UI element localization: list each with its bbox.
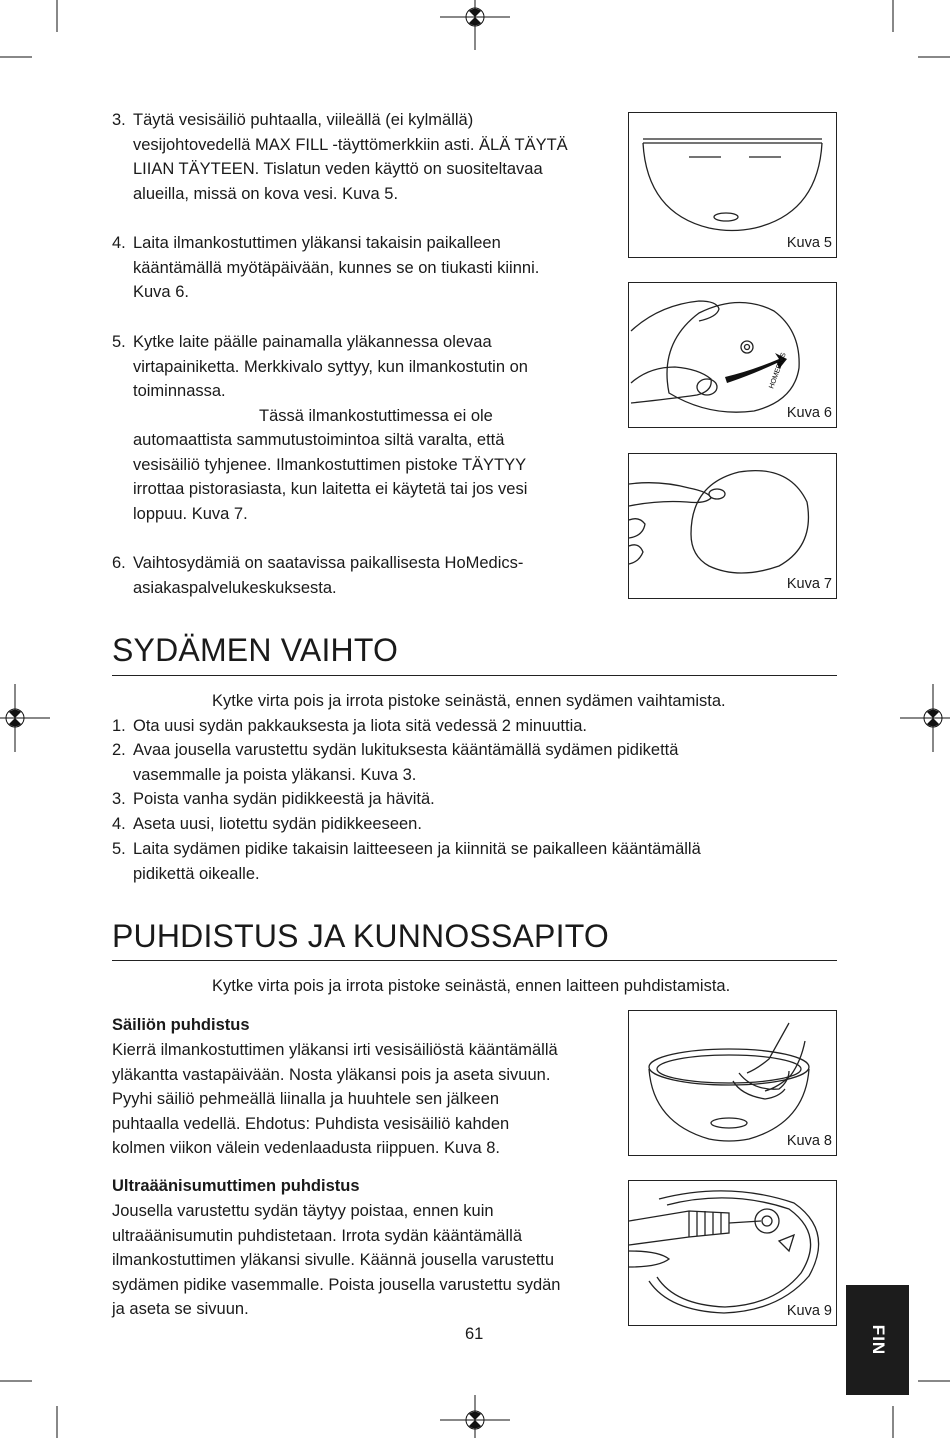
page-number: 61 <box>465 1325 484 1343</box>
figure-kuva-5 <box>628 112 837 258</box>
section-divider <box>112 960 837 961</box>
text-line: Kierrä ilmankostuttimen yläkansi irti vesisäiliöstä kääntämällä <box>112 1041 558 1059</box>
figure-kuva-6 <box>628 282 837 428</box>
core-step-4 <box>112 812 832 837</box>
figure-caption: Kuva 7 <box>786 576 832 592</box>
step-5 <box>112 330 612 530</box>
nebulizer-cleaning-heading: Ultraäänisumuttimen puhdistus <box>112 1177 360 1195</box>
text-line: Jousella varustettu sydän täytyy poistaa, ennen kuin <box>112 1202 494 1220</box>
step-line: irrottaa pistorasiasta, kun laitetta ei käytetä tai jos vesi <box>133 480 528 498</box>
core-step-2 <box>112 738 832 788</box>
step-number: 3. <box>112 790 126 808</box>
figure-caption: Kuva 5 <box>786 235 832 251</box>
step-line: Laita ilmankostuttimen yläkansi takaisin paikalleen <box>133 234 501 252</box>
step-line: Kuva 6. <box>133 283 189 301</box>
text-line: ja aseta se sivuun. <box>112 1300 249 1318</box>
text-line: yläkantta vastapäivään. Nosta yläkansi pois ja aseta sivuun. <box>112 1065 551 1084</box>
step-line: vesijohtovedellä MAX FILL -täyttömerkkiin asti. ÄLÄ TÄYTÄ <box>133 135 568 154</box>
nebulizer-cleaning-text <box>112 1199 617 1322</box>
step-line: Poista vanha sydän pidikkeestä ja hävitä. <box>133 790 435 808</box>
step-line: asiakaspalvelukeskuksesta. <box>133 578 337 597</box>
step-line: alueilla, missä on kova vesi. Kuva 5. <box>133 184 399 203</box>
figure-caption: Kuva 6 <box>786 405 832 421</box>
step-line: vasemmalle ja poista yläkansi. Kuva 3. <box>133 765 417 784</box>
step-number: 3. <box>112 111 126 129</box>
step-line: automaattista sammutustoimintoa siltä varalta, että <box>133 431 505 449</box>
language-tab <box>846 1285 909 1395</box>
core-step-3 <box>112 787 832 812</box>
step-number: 4. <box>112 815 126 833</box>
section-divider <box>112 675 837 676</box>
step-3 <box>112 108 612 208</box>
step-number: 2. <box>112 741 126 759</box>
step-line: Aseta uusi, liotettu sydän pidikkeeseen. <box>133 815 422 833</box>
step-line: Ota uusi sydän pakkauksesta ja liota sitä vedessä 2 minuuttia. <box>133 717 587 735</box>
figure-kuva-8 <box>628 1010 837 1156</box>
step-line: Vaihtosydämiä on saatavissa paikallisesta HoMedics- <box>133 554 524 572</box>
step-number: 6. <box>112 554 126 572</box>
language-tab-label: FIN <box>868 1324 888 1356</box>
step-line: LIIAN TÄYTEEN. Tislatun veden käyttö on suositeltavaa <box>133 160 543 178</box>
brand-label: HOMEDICS <box>768 351 788 390</box>
figure-caption: Kuva 9 <box>786 1303 832 1319</box>
figure-kuva-7 <box>628 453 837 599</box>
step-line: kääntämällä myötäpäivään, kunnes se on tiukasti kiinni. <box>133 258 540 277</box>
warning-cleaning: Kytke virta pois ja irrota pistoke seinästä, ennen laitteen puhdistamista. <box>212 977 731 995</box>
step-number: 4. <box>112 234 126 252</box>
text-line: kolmen viikon välein vedenlaadusta riippuen. Kuva 8. <box>112 1139 500 1157</box>
text-line: puhtaalla vedellä. Ehdotus: Puhdista vesisäiliö kahden <box>112 1114 510 1133</box>
figure-caption: Kuva 8 <box>786 1133 832 1149</box>
step-number: 5. <box>112 840 126 858</box>
step-line: Avaa jousella varustettu sydän lukituksesta kääntämällä sydämen pidikettä <box>133 741 679 759</box>
step-line: Laita sydämen pidike takaisin laitteeseen ja kiinnitä se paikalleen kääntämällä <box>133 840 701 858</box>
text-line: ilmankostuttimen yläkansi sivulle. Käännä jousella varustettu <box>112 1251 555 1269</box>
step-line: toiminnassa. <box>133 382 226 400</box>
core-step-5 <box>112 837 832 887</box>
step-number: 1. <box>112 717 126 735</box>
text-line: sydämen pidike vasemmalle. Poista jousella varustettu sydän <box>112 1275 561 1294</box>
step-line: Täytä vesisäiliö puhtaalla, viileällä (ei kylmällä) <box>133 111 474 129</box>
step-line: loppuu. Kuva 7. <box>133 504 248 523</box>
step-6 <box>112 551 612 601</box>
core-step-1 <box>112 714 832 739</box>
text-line: ultraäänisumutin puhdistetaan. Irrota sydän kääntämällä <box>112 1226 522 1245</box>
figure-kuva-9 <box>628 1180 837 1326</box>
section-title-cleaning: PUHDISTUS JA KUNNOSSAPITO <box>112 918 609 954</box>
tank-cleaning-text <box>112 1038 617 1161</box>
section-title-core: SYDÄMEN VAIHTO <box>112 632 399 668</box>
text-line: Pyyhi säiliö pehmeällä liinalla ja huuhtele sen jälkeen <box>112 1090 500 1108</box>
step-number: 5. <box>112 333 126 351</box>
step-line: Tässä ilmankostuttimessa ei ole <box>259 406 493 425</box>
step-line: vesisäiliö tyhjenee. Ilmankostuttimen pistoke TÄYTYY <box>133 455 527 474</box>
step-line: Kytke laite päälle painamalla yläkannessa olevaa <box>133 333 492 351</box>
step-line: virtapainiketta. Merkkivalo syttyy, kun ilmankostutin on <box>133 357 528 376</box>
warning-core: Kytke virta pois ja irrota pistoke seinästä, ennen sydämen vaihtamista. <box>212 692 726 710</box>
step-4 <box>112 231 612 306</box>
step-line: pidikettä oikealle. <box>133 864 260 883</box>
tank-cleaning-heading: Säiliön puhdistus <box>112 1016 250 1034</box>
